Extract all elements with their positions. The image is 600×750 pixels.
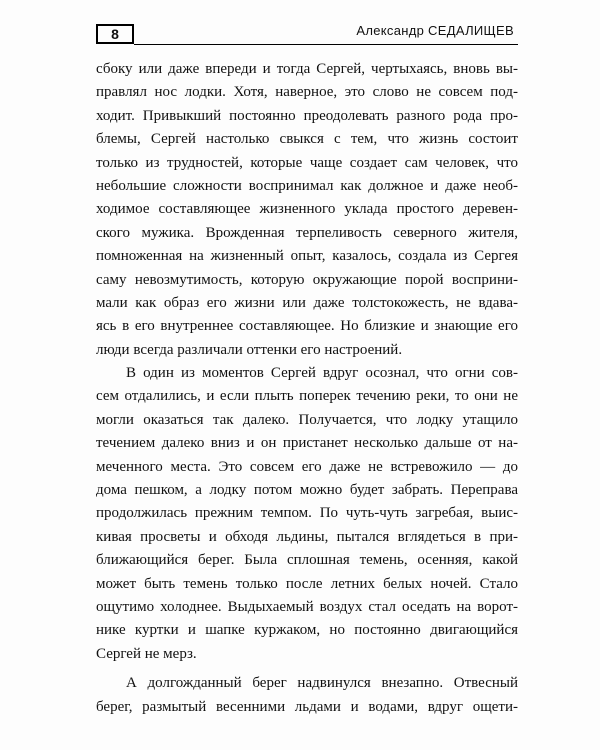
text-line: люди всегда различали оттенки его настроений. [96, 341, 403, 358]
text-line: может быть темень только после летних белых ночей. Стало [96, 575, 518, 592]
text-line: небольшие сложности воспринимал как должное и даже необ- [96, 177, 518, 194]
text-line: нике куртки и шапке куржаком, но постоянно двигающийся [96, 622, 518, 639]
text-line: сбоку или даже впереди и тогда Сергей, чертыхаясь, вновь вы- [96, 61, 518, 77]
text-line: дома пешком, а лодку потом можно будет забрать. Переправа [96, 482, 518, 499]
text-line: кивая просветы и обходя льдины, пытался вглядеться в при- [96, 528, 518, 545]
paragraph [96, 362, 518, 666]
text-line: сем отдалились, и если плыть поперек течению реки, то они не [96, 388, 518, 405]
header-rule [134, 44, 518, 45]
text-line: могли оказаться так далеко. Получается, что лодку утащило [96, 411, 518, 428]
text-line: Сергей не мерз. [96, 645, 197, 662]
text-line: ходит. Привыкший постоянно преодолевать разного рода про- [96, 107, 518, 124]
header-author: Александр СЕДАЛИЩЕВ [356, 23, 514, 38]
body-text [96, 58, 518, 719]
page-number: 8 [96, 24, 134, 44]
text-line: продолжилась прежним темпом. По чуть-чуть загребая, выис- [96, 505, 518, 522]
text-line: В один из моментов Сергей вдруг осознал, что огни сов- [126, 365, 518, 382]
text-line: течением далеко вниз и он пристанет несколько дальше от на- [96, 435, 518, 452]
text-line: блемы, Сергей настолько свыкся с тем, что жизнь состоит [96, 131, 518, 148]
text-line: правлял нос лодки. Хотя, наверное, это слово не совсем под- [96, 84, 518, 101]
text-line: ского мужика. Врожденная терпеливость северного жителя, [96, 224, 518, 241]
text-line: мали как образ его жизни или даже толстокожесть, не вдава- [96, 294, 518, 311]
paragraph [96, 58, 518, 362]
running-header [96, 22, 518, 48]
text-line: помноженная на жизненный опыт, казалось, создала из Сергея [96, 248, 518, 265]
text-line: только из трудностей, которые чаще создает сам человек, что [96, 154, 518, 171]
text-line: ходимое составляющее жизненного уклада простого деревен- [96, 201, 518, 218]
text-line: А долгожданный берег надвинулся внезапно. Отвесный [126, 675, 518, 692]
text-line: саму невозмутимость, которую окружающие порой восприни- [96, 271, 518, 288]
text-line: меченного места. Это совсем его даже не встревожило — до [96, 458, 518, 475]
text-line: ощутимо холоднее. Выдыхаемый воздух стал оседать на ворот- [96, 598, 518, 615]
text-line: берег, размытый весенними льдами и водами, вдруг ощети- [96, 698, 518, 715]
paragraph [96, 672, 518, 719]
text-line: ясь в его внутреннее составляющее. Но близкие и знающие его [96, 318, 518, 335]
text-line: ближающийся берег. Была сплошная темень, осенняя, какой [96, 552, 518, 569]
